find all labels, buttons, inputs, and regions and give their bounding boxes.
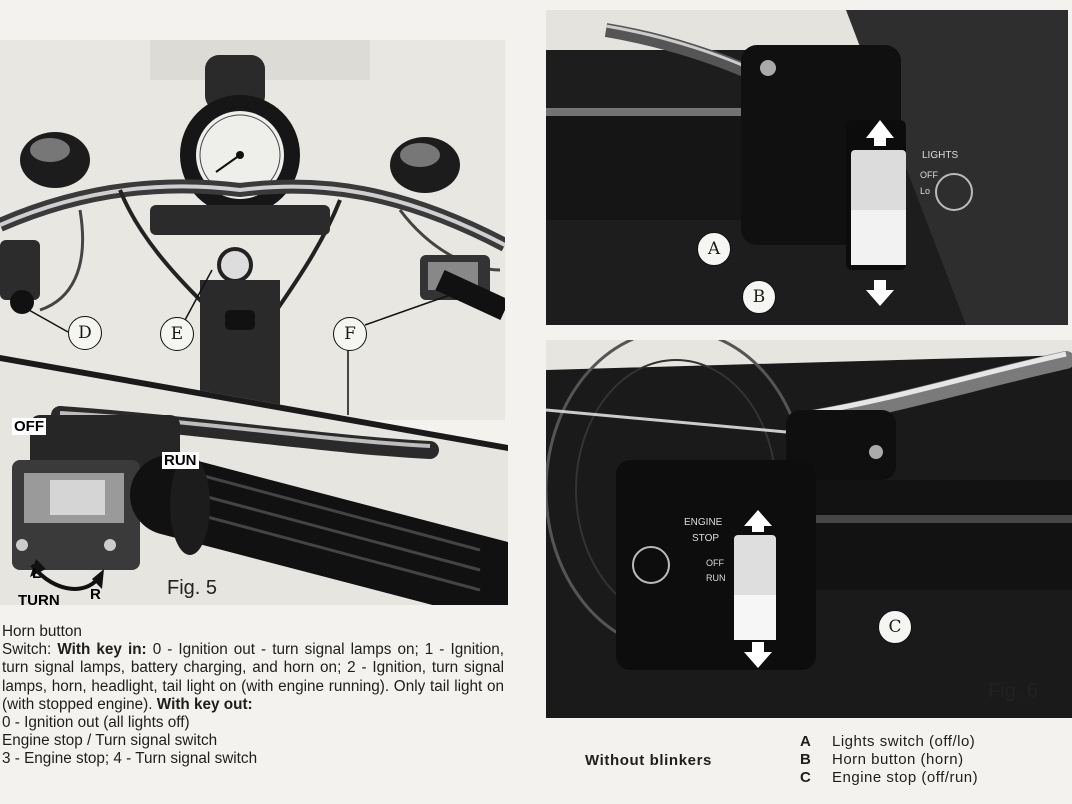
switch-description [2, 641, 504, 714]
callout-b-label: B [752, 287, 766, 307]
callout-f-label: F [344, 324, 356, 344]
key-in-description: 0 - Ignition out - turn signal lamps on; 1 - Ignition, turn signal lamps, battery charging, and horn on; 2 - Ignition, turn signal lamps, horn, headlight, tail light on (with engine running). Only tail light on (with stopped engine). [2, 641, 505, 713]
horn-button-line: Horn button [2, 623, 82, 640]
callout-a [697, 232, 731, 266]
callout-e-label: E [170, 324, 184, 344]
without-blinkers-label: Without blinkers [585, 752, 712, 769]
callout-b [742, 280, 776, 314]
callout-a-label: A [707, 239, 721, 259]
legend-desc: Lights switch (off/lo) [832, 733, 976, 750]
switch-prefix: Switch: [2, 641, 58, 659]
switch-label-turn: TURN [18, 592, 60, 609]
callout-c-label: C [888, 617, 902, 637]
switch-label-stop: STOP [692, 533, 720, 544]
legend-desc: Horn button (horn) [832, 751, 964, 768]
callout-d [68, 316, 102, 350]
switch-label-off: OFF [14, 418, 44, 435]
legend-row-a [800, 733, 1062, 751]
engine-stop-line: Engine stop / Turn signal switch [2, 732, 218, 750]
switch-label-engine-off: OFF [706, 558, 724, 568]
fig5-description [2, 623, 504, 769]
fig6-caption: Fig. 6 [988, 680, 1039, 702]
key-out-heading: With key out: [156, 695, 253, 713]
switch-label-l: L [32, 565, 42, 582]
legend-row-c [800, 769, 1062, 787]
key-in-heading: With key in: [57, 641, 147, 659]
engine-stop-switch-photo [546, 340, 1072, 718]
switch-label-lights: LIGHTS [922, 150, 959, 161]
legend-desc: Engine stop (off/run) [832, 769, 979, 786]
key-out-description: 0 - Ignition out (all lights off) [2, 714, 190, 732]
legend-row-b [800, 751, 1062, 769]
legend-letter: A [800, 733, 811, 750]
switch-label-run: RUN [164, 452, 197, 469]
callout-d-label: D [78, 323, 92, 343]
callout-c [878, 610, 912, 644]
callout-e [160, 317, 194, 351]
switch-label-lights-off: OFF [920, 170, 938, 180]
switch-label-engine: ENGINE [684, 517, 723, 528]
switch-label-r: R [90, 586, 101, 603]
legend-letter: B [800, 751, 811, 768]
fig5-caption: Fig. 5 [167, 577, 218, 599]
fig6-legend [800, 733, 1062, 787]
callout-f [333, 317, 367, 351]
switch-label-engine-run: RUN [706, 573, 726, 583]
engine-stop-detail: 3 - Engine stop; 4 - Turn signal switch [2, 750, 258, 768]
legend-letter: C [800, 769, 811, 786]
lights-switch-photo [546, 10, 1068, 325]
switch-label-lo: Lo [920, 186, 931, 196]
